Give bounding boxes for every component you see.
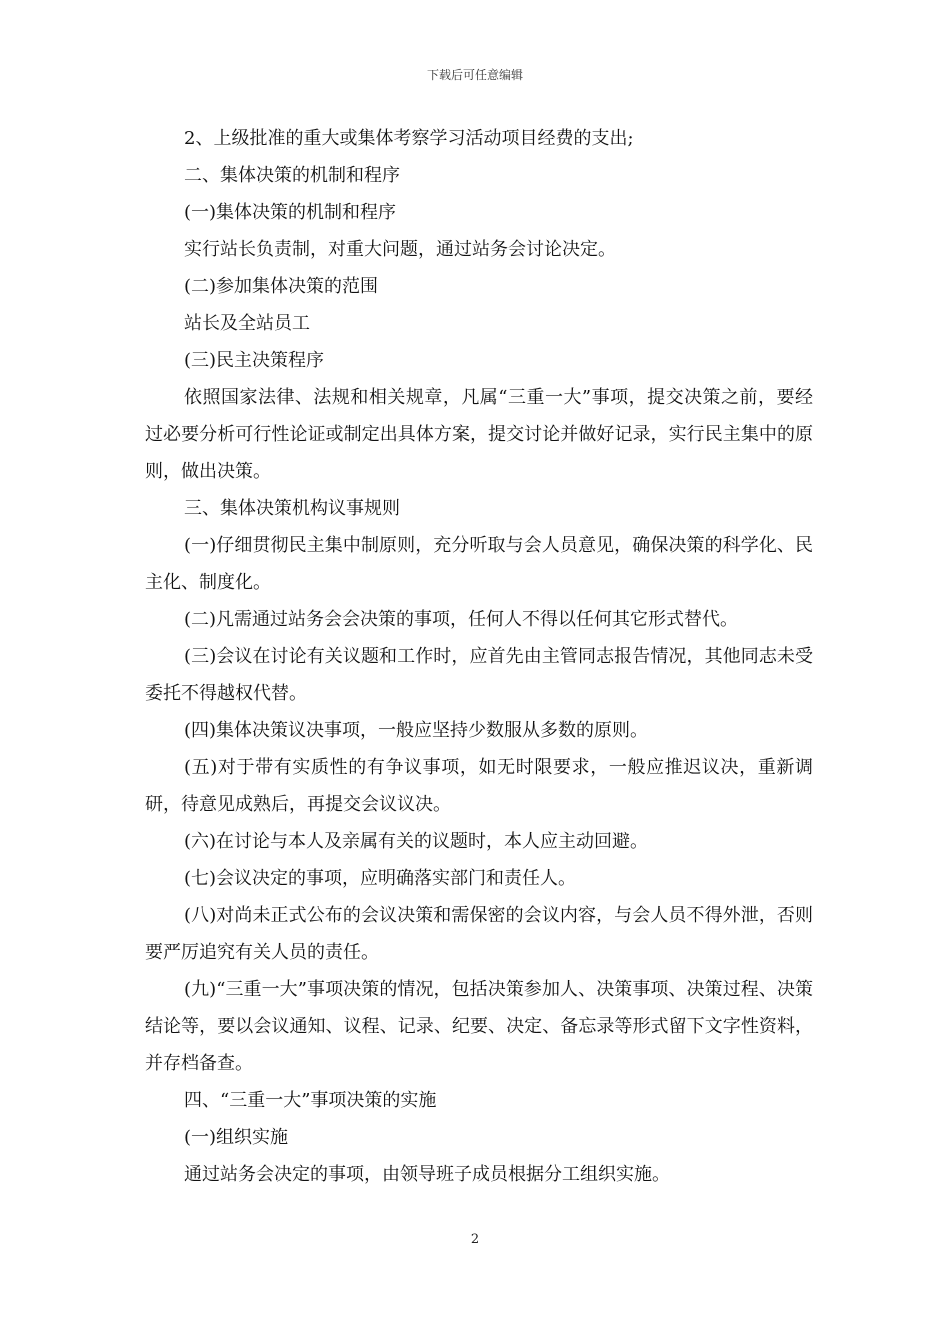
rule-item: (八)对尚未正式公布的会议决策和需保密的会议内容，与会人员不得外泄，否则要严厉追究有关人员的责任。: [145, 905, 813, 963]
subsection-heading: (二)参加集体决策的范围: [184, 276, 379, 297]
document-body: [145, 120, 813, 1193]
subsection-heading: (一)组织实施: [184, 1127, 289, 1148]
subsection-heading: (一)集体决策的机制和程序: [184, 202, 397, 223]
paragraph: 2、上级批准的重大或集体考察学习活动项目经费的支出;: [184, 128, 634, 149]
rule-item: (二)凡需通过站务会会决策的事项，任何人不得以任何其它形式替代。: [184, 609, 739, 630]
page-number: 2: [470, 1232, 480, 1247]
page-header: 下载后可任意编辑: [426, 68, 523, 82]
paragraph: 站长及全站员工: [184, 313, 310, 334]
section-heading: 三、集体决策机构议事规则: [184, 498, 400, 519]
rule-item: (一)仔细贯彻民主集中制原则，充分听取与会人员意见，确保决策的科学化、民主化、制度化。: [145, 535, 813, 593]
section-heading: 二、集体决策的机制和程序: [184, 165, 400, 186]
rule-item: (六)在讨论与本人及亲属有关的议题时，本人应主动回避。: [184, 831, 649, 852]
subsection-heading: (三)民主决策程序: [184, 350, 325, 371]
rule-item: (七)会议决定的事项，应明确落实部门和责任人。: [184, 868, 577, 889]
paragraph: 通过站务会决定的事项，由领导班子成员根据分工组织实施。: [184, 1164, 670, 1185]
rule-item: (九)“三重一大”事项决策的情况，包括决策参加人、决策事项、决策过程、决策结论等，要以会议通知、议程、记录、纪要、决定、备忘录等形式留下文字性资料，并存档备查。: [145, 979, 813, 1074]
section-heading: 四、“三重一大”事项决策的实施: [184, 1090, 437, 1111]
paragraph: 实行站长负责制，对重大问题，通过站务会讨论决定。: [184, 239, 616, 260]
rule-item: (三)会议在讨论有关议题和工作时，应首先由主管同志报告情况，其他同志未受委托不得越权代替。: [145, 646, 813, 704]
rule-item: (四)集体决策议决事项，一般应坚持少数服从多数的原则。: [184, 720, 649, 741]
rule-item: (五)对于带有实质性的有争议事项，如无时限要求，一般应推迟议决，重新调研，待意见成熟后，再提交会议议决。: [145, 757, 813, 815]
paragraph: 依照国家法律、法规和相关规章，凡属“三重一大”事项，提交决策之前，要经过必要分析可行性论证或制定出具体方案，提交讨论并做好记录，实行民主集中的原则，做出决策。: [145, 387, 813, 482]
